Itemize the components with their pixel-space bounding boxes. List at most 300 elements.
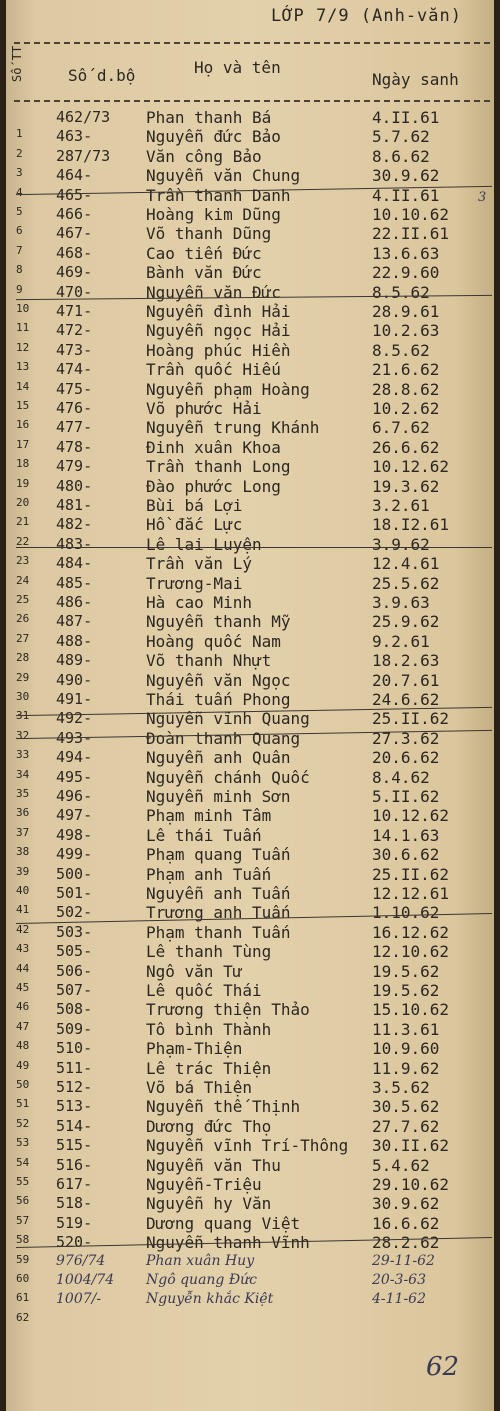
student-name: Phạm anh Tuấn <box>146 864 272 884</box>
row-number: 33 <box>16 748 30 762</box>
student-row <box>6 612 494 632</box>
student-name: Nguyễn đức Bảo <box>146 127 281 147</box>
doanbo-number: 498- <box>56 825 93 844</box>
student-name: Nguyễn khắc Kiệt <box>146 1291 274 1308</box>
birth-date: 25.5.62 <box>372 573 440 593</box>
row-number: 62 <box>16 1310 30 1324</box>
student-name: Lê trác Thiện <box>146 1058 272 1078</box>
student-row <box>6 768 494 788</box>
doanbo-number: 496- <box>56 787 93 805</box>
doanbo-number: 462/73 <box>56 108 111 126</box>
student-row <box>6 671 494 691</box>
student-row <box>6 981 494 1001</box>
row-number: 15 <box>16 399 30 412</box>
birth-date: 3.9.63 <box>372 593 430 612</box>
row-number: 57 <box>16 1213 30 1227</box>
birth-date: 12.10.62 <box>372 942 450 962</box>
row-number: 29 <box>16 670 30 684</box>
student-name: Nguyễn thế Thịnh <box>146 1097 301 1117</box>
doanbo-number: 503- <box>56 922 93 941</box>
birth-date: 8.5.62 <box>372 282 430 302</box>
row-number: 25 <box>16 593 30 606</box>
birth-date: 10.10.62 <box>372 205 450 224</box>
row-number: 56 <box>16 1194 30 1208</box>
student-name: Nguyễn vĩnh Trí-Thông <box>146 1136 349 1156</box>
student-name: Phạm-Thiện <box>146 1039 243 1059</box>
row-number: 44 <box>16 961 30 975</box>
birth-date: 22.9.60 <box>372 263 440 283</box>
doanbo-number: 486- <box>56 593 93 611</box>
row-number: 23 <box>16 554 30 568</box>
row-number: 13 <box>16 360 30 374</box>
birth-date: 1.10.62 <box>372 903 440 923</box>
student-row <box>6 865 494 885</box>
student-name: Hoàng quốc Nam <box>146 631 281 651</box>
row-number: 48 <box>16 1039 30 1053</box>
student-row <box>6 438 494 458</box>
birth-date: 16.6.62 <box>372 1213 440 1233</box>
birth-date: 4.II.61 <box>372 185 440 205</box>
doanbo-number: 485- <box>56 573 93 592</box>
birth-date: 8.5.62 <box>372 340 430 360</box>
birth-date: 3.5.62 <box>372 1078 430 1097</box>
doanbo-number: 472- <box>56 321 93 340</box>
student-row <box>6 632 494 652</box>
birth-date: 30.5.62 <box>372 1097 440 1117</box>
birth-date: 29.10.62 <box>372 1175 450 1194</box>
doanbo-number: 495- <box>56 767 93 786</box>
row-number: 30 <box>16 690 30 703</box>
student-name: Nguyễn anh Quân <box>146 748 291 768</box>
student-row <box>6 748 494 768</box>
row-number: 31 <box>16 709 30 723</box>
doanbo-number: 515- <box>56 1136 93 1155</box>
row-number: 40 <box>16 884 30 897</box>
student-name: Phạm quang Tuấn <box>146 845 291 865</box>
row-number: 5 <box>16 205 23 218</box>
doanbo-number: 518- <box>56 1194 93 1213</box>
student-row <box>6 884 494 904</box>
birth-date: 14.1.63 <box>372 825 440 845</box>
row-number: 19 <box>16 476 30 490</box>
row-number: 1 <box>16 127 23 141</box>
row-number: 36 <box>16 806 30 820</box>
student-row <box>6 1272 494 1292</box>
student-row <box>6 1214 494 1234</box>
birth-date: 27.3.62 <box>372 728 440 748</box>
page-number: 62 <box>426 1352 460 1382</box>
doanbo-number: 477- <box>56 418 93 437</box>
doanbo-number: 465- <box>56 185 93 204</box>
student-row <box>6 1291 494 1311</box>
student-row <box>6 1020 494 1040</box>
student-row <box>6 477 494 497</box>
student-name: Văn công Bảo <box>146 146 262 166</box>
row-number: 46 <box>16 1000 30 1014</box>
student-name: Nguyễn anh Tuấn <box>146 884 291 903</box>
student-name: Trương anh Tuấn <box>146 903 291 923</box>
birth-date: 30.9.62 <box>372 1194 440 1214</box>
student-row <box>6 1311 494 1331</box>
doanbo-number: 473- <box>56 340 93 359</box>
student-name: Võ phước Hải <box>146 399 262 418</box>
student-row <box>6 1233 494 1253</box>
header-bottom-divider <box>14 100 490 102</box>
row-number: 12 <box>16 340 30 354</box>
doanbo-number: 516- <box>56 1155 93 1174</box>
birth-date: 20-3-63 <box>372 1272 426 1288</box>
student-name: Hồ đắc Lực <box>146 515 243 535</box>
student-name: Trần thanh Danh <box>146 185 291 205</box>
row-number: 61 <box>16 1291 30 1305</box>
row-number: 22 <box>16 534 30 548</box>
student-row <box>6 651 494 671</box>
student-row <box>6 554 494 574</box>
student-row <box>6 962 494 982</box>
student-name: Võ thanh Nhựt <box>146 651 272 671</box>
birth-date: 10.2.62 <box>372 399 440 418</box>
student-row <box>6 1078 494 1098</box>
doanbo-number: 1007/- <box>56 1291 102 1308</box>
student-row <box>6 515 494 535</box>
row-number: 38 <box>16 845 30 859</box>
student-row <box>6 1175 494 1195</box>
student-row <box>6 263 494 283</box>
row-number: 34 <box>16 767 30 781</box>
birth-date: 19.3.62 <box>372 476 440 496</box>
birth-date: 15.10.62 <box>372 1000 450 1020</box>
doanbo-number: 491- <box>56 690 93 708</box>
student-row <box>6 826 494 846</box>
student-name: Hoàng kim Dũng <box>146 205 281 224</box>
doanbo-number: 475- <box>56 379 93 398</box>
birth-date: 12.12.61 <box>372 884 450 903</box>
doanbo-number: 505- <box>56 942 93 961</box>
student-name: Cao tiến Đức <box>146 243 262 263</box>
student-name: Phan xuân Huy <box>146 1252 255 1269</box>
birth-date: 8.4.62 <box>372 767 430 787</box>
student-row <box>6 496 494 516</box>
birth-date: 4-11-62 <box>372 1291 426 1308</box>
student-row <box>6 574 494 594</box>
row-number: 45 <box>16 981 30 994</box>
birth-date: 18.I2.61 <box>372 515 450 535</box>
student-row <box>6 127 494 147</box>
student-name: Trương thiện Thảo <box>146 1000 310 1020</box>
birth-date: 19.5.62 <box>372 961 440 981</box>
student-row <box>6 108 494 128</box>
student-name: Đinh xuân Khoa <box>146 437 281 457</box>
student-row <box>6 147 494 167</box>
student-name: Hoàng phúc Hiền <box>146 340 291 360</box>
student-row <box>6 1000 494 1020</box>
doanbo-number: 506- <box>56 961 93 980</box>
student-row <box>6 341 494 361</box>
row-number: 32 <box>16 728 30 742</box>
doanbo-number: 482- <box>56 515 93 534</box>
row-number: 16 <box>16 418 30 432</box>
birth-date: 30.6.62 <box>372 845 440 865</box>
doanbo-number: 508- <box>56 1000 93 1019</box>
doanbo-number: 511- <box>56 1058 93 1077</box>
row-number: 51 <box>16 1097 30 1111</box>
birth-date: 11.9.62 <box>372 1058 440 1078</box>
student-row <box>6 283 494 303</box>
student-row <box>6 302 494 322</box>
row-number: 18 <box>16 457 30 471</box>
doanbo-number: 480- <box>56 476 93 495</box>
row-number: 52 <box>16 1116 30 1130</box>
student-name: Nguyễn đình Hải <box>146 302 291 321</box>
birth-date: 30.II.62 <box>372 1136 450 1156</box>
doanbo-number: 464- <box>56 166 93 185</box>
birth-date: 22.II.61 <box>372 224 450 244</box>
student-name: Lê thái Tuấn <box>146 825 262 845</box>
ledger-page <box>6 0 494 1411</box>
student-row <box>6 360 494 380</box>
doanbo-number: 478- <box>56 437 93 456</box>
doanbo-number: 489- <box>56 651 93 670</box>
student-name: Tô bình Thành <box>146 1019 272 1039</box>
student-row <box>6 845 494 865</box>
class-title: LỚP 7/9 (Anh-văn) <box>271 6 462 26</box>
row-number: 35 <box>16 787 30 800</box>
birth-date: 25.II.62 <box>372 709 450 729</box>
student-name: Phạm thanh Tuấn <box>146 922 291 942</box>
row-number: 39 <box>16 864 30 878</box>
row-number: 41 <box>16 903 30 917</box>
birth-date: 21.6.62 <box>372 360 440 380</box>
row-number: 47 <box>16 1019 30 1033</box>
row-number: 10 <box>16 302 30 315</box>
student-name: Nguyễn-Triệu <box>146 1175 262 1194</box>
doanbo-number: 512- <box>56 1078 93 1096</box>
birth-date: 28.2.62 <box>372 1233 440 1253</box>
row-number: 59 <box>16 1252 30 1266</box>
student-name: Nguyễn ngọc Hải <box>146 321 291 341</box>
student-name: Ngô văn Tư <box>146 961 243 981</box>
student-name: Dương đức Thọ <box>146 1116 272 1136</box>
doanbo-number: 479- <box>56 457 93 476</box>
birth-date: 10.12.62 <box>372 457 450 477</box>
row-number: 54 <box>16 1155 30 1169</box>
row-number: 3 <box>16 166 23 180</box>
birth-date: 9.2.61 <box>372 631 430 651</box>
student-row <box>6 1194 494 1214</box>
birth-date: 10.9.60 <box>372 1039 440 1059</box>
row-number: 20 <box>16 496 30 509</box>
doanbo-number: 469- <box>56 263 93 282</box>
doanbo-number: 497- <box>56 806 93 825</box>
row-number: 43 <box>16 942 30 956</box>
student-row <box>6 205 494 225</box>
student-row <box>6 806 494 826</box>
row-number: 11 <box>16 321 30 335</box>
student-name: Nguyễn thanh Vĩnh <box>146 1233 310 1253</box>
student-row <box>6 186 494 206</box>
doanbo-number: 494- <box>56 748 93 767</box>
student-name: Đào phước Long <box>146 476 281 496</box>
doanbo-number: 501- <box>56 884 93 902</box>
row-number: 6 <box>16 224 23 238</box>
student-name: Nguyễn hy Văn <box>146 1194 272 1214</box>
doanbo-number: 474- <box>56 360 93 379</box>
doanbo-number: 488- <box>56 631 93 650</box>
row-number: 53 <box>16 1136 30 1150</box>
row-number: 17 <box>16 437 30 451</box>
student-name: Võ thanh Dũng <box>146 224 272 244</box>
birth-date: 6.7.62 <box>372 418 430 438</box>
student-row <box>6 535 494 555</box>
doanbo-number: 466- <box>56 205 93 223</box>
birth-date: 11.3.61 <box>372 1019 440 1039</box>
row-number: 9 <box>16 282 23 296</box>
doanbo-number: 519- <box>56 1213 93 1232</box>
birth-date: 27.7.62 <box>372 1116 440 1136</box>
row-number: 55 <box>16 1175 30 1188</box>
student-name: Hà cao Minh <box>146 593 252 612</box>
doanbo-number: 507- <box>56 981 93 999</box>
student-name: Nguyễn văn Chung <box>146 166 301 186</box>
birth-date: 25.9.62 <box>372 612 440 632</box>
column-header-stt: Số TT <box>10 45 24 82</box>
row-number: 7 <box>16 243 23 257</box>
student-name: Lê quốc Thái <box>146 981 262 1000</box>
birth-date: 8.6.62 <box>372 146 430 166</box>
doanbo-number: 617- <box>56 1175 93 1193</box>
student-row <box>6 1156 494 1176</box>
row-number: 60 <box>16 1272 30 1285</box>
doanbo-number: 513- <box>56 1097 93 1116</box>
birth-date: 13.6.63 <box>372 243 440 263</box>
birth-date: 5.7.62 <box>372 127 430 147</box>
student-name: Nguyễn chánh Quốc <box>146 767 310 787</box>
student-row <box>6 244 494 264</box>
doanbo-number: 510- <box>56 1039 93 1058</box>
doanbo-number: 520- <box>56 1233 93 1252</box>
student-name: Võ bá Thiện <box>146 1078 252 1097</box>
birth-date: 16.12.62 <box>372 922 450 942</box>
birth-date: 12.4.61 <box>372 554 440 574</box>
birth-date: 5.II.62 <box>372 787 440 806</box>
student-name: Nguyễn văn Đức <box>146 282 281 302</box>
doanbo-number: 483- <box>56 534 93 553</box>
student-name: Trần thanh Long <box>146 457 291 477</box>
row-number: 24 <box>16 573 30 587</box>
student-name: Bành văn Đức <box>146 263 262 283</box>
doanbo-number: 484- <box>56 554 93 573</box>
student-row <box>6 380 494 400</box>
student-name: Phạm minh Tâm <box>146 806 272 826</box>
header-top-divider <box>14 42 490 44</box>
student-row <box>6 321 494 341</box>
birth-date: 19.5.62 <box>372 981 440 1000</box>
student-name: Nguyễn minh Sơn <box>146 787 291 806</box>
student-name: Nguyễn vĩnh Quang <box>146 709 310 729</box>
student-row <box>6 166 494 186</box>
birth-date: 3.2.61 <box>372 496 430 515</box>
student-row <box>6 690 494 710</box>
doanbo-number: 487- <box>56 612 93 631</box>
row-number: 27 <box>16 631 30 645</box>
doanbo-number: 287/73 <box>56 146 111 165</box>
student-row <box>6 942 494 962</box>
student-name: Ngô quang Đức <box>146 1272 258 1288</box>
student-name: Nguyễn thanh Mỹ <box>146 612 291 632</box>
student-row <box>6 457 494 477</box>
student-name: Nguyễn phạm Hoàng <box>146 379 310 399</box>
student-name: Dương quang Việt <box>146 1213 301 1233</box>
row-number: 14 <box>16 379 30 393</box>
doanbo-number: 492- <box>56 709 93 728</box>
birth-date: 5.4.62 <box>372 1155 430 1175</box>
row-number: 26 <box>16 612 30 626</box>
birth-date: 18.2.63 <box>372 651 440 671</box>
row-number: 8 <box>16 263 23 277</box>
student-row <box>6 418 494 438</box>
birth-date: 20.6.62 <box>372 748 440 768</box>
birth-date: 20.7.61 <box>372 670 440 690</box>
row-number: 50 <box>16 1078 30 1091</box>
doanbo-number: 502- <box>56 903 93 922</box>
birth-date: 24.6.62 <box>372 690 440 709</box>
row-number: 2 <box>16 146 23 160</box>
student-name: Bùi bá Lợi <box>146 496 243 515</box>
doanbo-number: 467- <box>56 224 93 243</box>
student-name: Thái tuấn Phong <box>146 690 291 709</box>
birth-date: 28.9.61 <box>372 302 440 321</box>
doanbo-number: 499- <box>56 845 93 864</box>
birth-date: 10.2.63 <box>372 321 440 341</box>
student-row <box>6 923 494 943</box>
student-name: Nguyễn văn Thu <box>146 1155 281 1175</box>
row-number: 37 <box>16 825 30 839</box>
student-row <box>6 709 494 729</box>
doanbo-number: 481- <box>56 496 93 514</box>
doanbo-number: 493- <box>56 728 93 747</box>
column-header-so-doanbo: Số d.bộ <box>68 66 136 85</box>
student-row <box>6 1117 494 1137</box>
student-row <box>6 1253 494 1273</box>
student-name: Phan thanh Bá <box>146 108 272 127</box>
birth-date: 29-11-62 <box>372 1252 435 1269</box>
student-row <box>6 1039 494 1059</box>
doanbo-number: 1004/74 <box>56 1272 115 1288</box>
student-row <box>6 1059 494 1079</box>
student-row <box>6 903 494 923</box>
student-name: Lê thanh Tùng <box>146 942 272 962</box>
doanbo-number: 470- <box>56 282 93 301</box>
student-name: Trần văn Lý <box>146 554 252 574</box>
doanbo-number: 476- <box>56 399 93 417</box>
birth-date: 25.II.62 <box>372 864 450 884</box>
student-row <box>6 399 494 419</box>
birth-date: 30.9.62 <box>372 166 440 186</box>
student-name: Lê lai Luyện <box>146 534 262 554</box>
row-number: 4 <box>16 185 23 199</box>
column-header-birth-date: Ngày sanh <box>372 70 459 89</box>
student-name: Nguyễn văn Ngọc <box>146 670 291 690</box>
birth-date: 4.II.61 <box>372 108 440 127</box>
birth-date: 26.6.62 <box>372 437 440 457</box>
student-name: Nguyễn trung Khánh <box>146 418 320 438</box>
strike-line <box>16 547 492 548</box>
row-number: 42 <box>16 922 30 936</box>
doanbo-number: 463- <box>56 127 93 146</box>
column-header-name: Họ và tên <box>194 58 281 77</box>
doanbo-number: 471- <box>56 302 93 320</box>
doanbo-number: 500- <box>56 864 93 883</box>
